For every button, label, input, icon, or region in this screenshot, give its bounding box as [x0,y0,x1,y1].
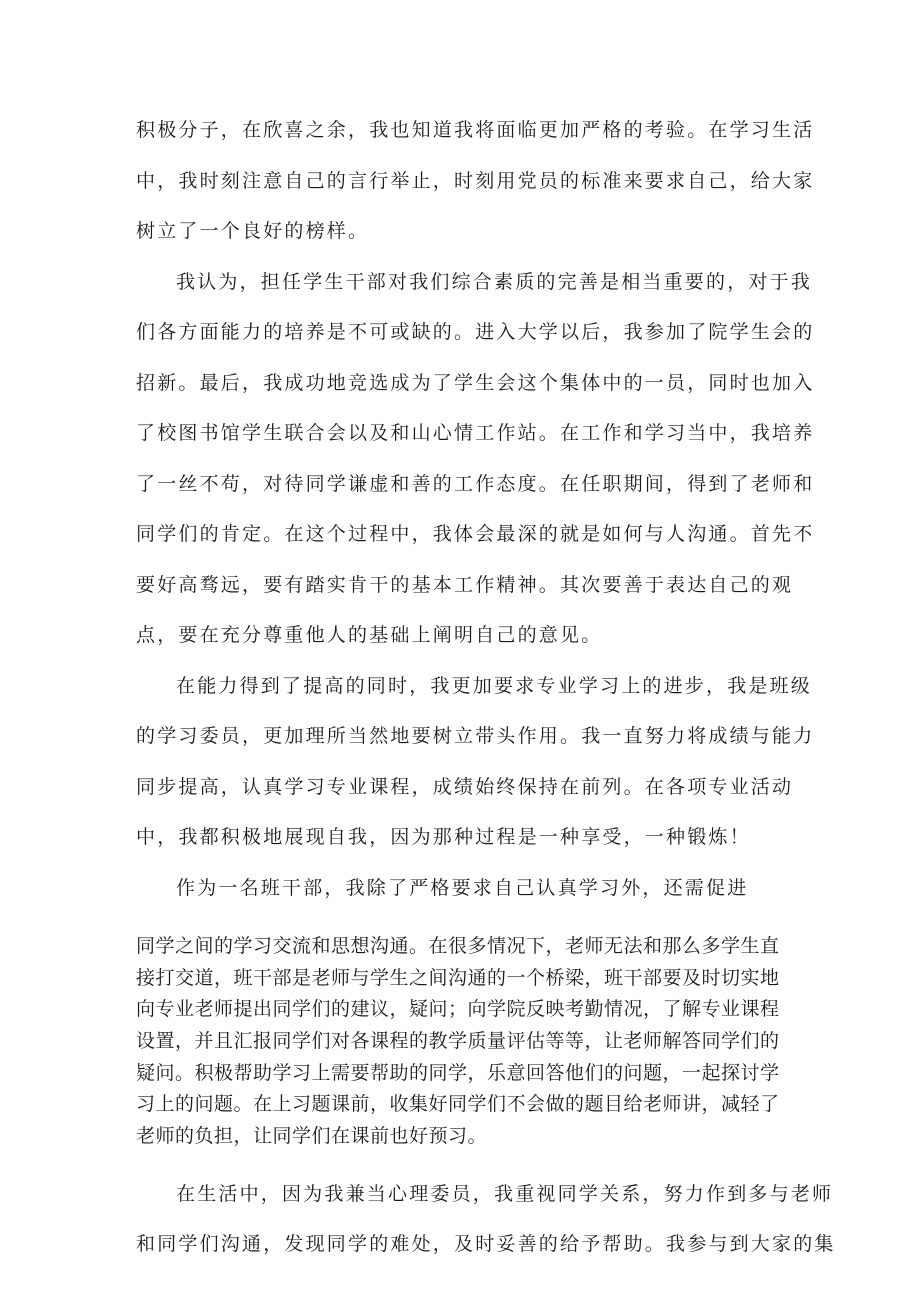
paragraph-first-line: 在能力得到了提高的同时，我更加要求专业学习上的进步，我是班级 [176,675,813,697]
text-line: 招新。最后，我成功地竞选成为了学生会这个集体中的一员，同时也加入 [136,372,815,394]
text-line: 积极分子，在欣喜之余，我也知道我将面临更加严格的考验。在学习生活 [136,119,815,141]
text-line: 树立了一个良好的榜样。 [136,220,370,242]
text-line: 习上的问题。在上习题课前，收集好同学们不会做的题目给老师讲，减轻了 [136,1093,780,1115]
text-line: 要好高骛远，要有踏实肯干的基本工作精神。其次要善于表达自己的观 [136,574,794,596]
paragraph-first-line: 在生活中，因为我兼当心理委员，我重视同学关系，努力作到多与老师 [176,1183,834,1205]
text-line: 向专业老师提出同学们的建议，疑问；向学院反映考勤情况，了解专业课程 [136,998,780,1020]
text-line: 了一丝不苟，对待同学谦虚和善的工作态度。在任职期间，得到了老师和 [136,473,815,495]
text-line: 和同学们沟通，发现同学的难处，及时妥善的给予帮助。我参与到大家的集 [136,1233,836,1255]
text-line: 中，我时刻注意自己的言行举止，时刻用党员的标准来要求自己，给大家 [136,170,815,192]
text-line: 老师的负担，让同学们在课前也好预习。 [136,1125,488,1147]
text-line: 了校图书馆学生联合会以及和山心情工作站。在工作和学习当中，我培养 [136,422,815,444]
text-line: 点，要在充分尊重他人的基础上阐明自己的意见。 [136,624,603,646]
text-line: 设置，并且汇报同学们对各课程的教学质量评估等等，让老师解答同学们的 [136,1030,780,1052]
text-line: 们各方面能力的培养是不可或缺的。进入大学以后，我参加了院学生会的 [136,321,815,343]
text-line: 疑问。积极帮助学习上需要帮助的同学，乐意回答他们的问题，一起探讨学 [136,1062,780,1084]
paragraph-first-line: 作为一名班干部，我除了严格要求自己认真学习外，还需促进 [176,877,749,899]
text-line: 的学习委员，更加理所当然地要树立带头作用。我一直努力将成绩与能力 [136,725,815,747]
text-line: 同步提高，认真学习专业课程，成绩始终保持在前列。在各项专业活动 [136,776,794,798]
text-line: 同学们的肯定。在这个过程中，我体会最深的就是如何与人沟通。首先不 [136,523,815,545]
text-line: 接打交道，班干部是老师与学生之间沟通的一个桥梁，班干部要及时切实地 [136,967,780,989]
text-line: 同学之间的学习交流和思想沟通。在很多情况下，老师无法和那么多学生直 [136,935,780,957]
paragraph-first-line: 我认为，担任学生干部对我们综合素质的完善是相当重要的，对于我 [176,271,813,293]
text-line: 中，我都积极地展现自我，因为那种过程是一种享受，一种锻炼！ [136,826,751,848]
